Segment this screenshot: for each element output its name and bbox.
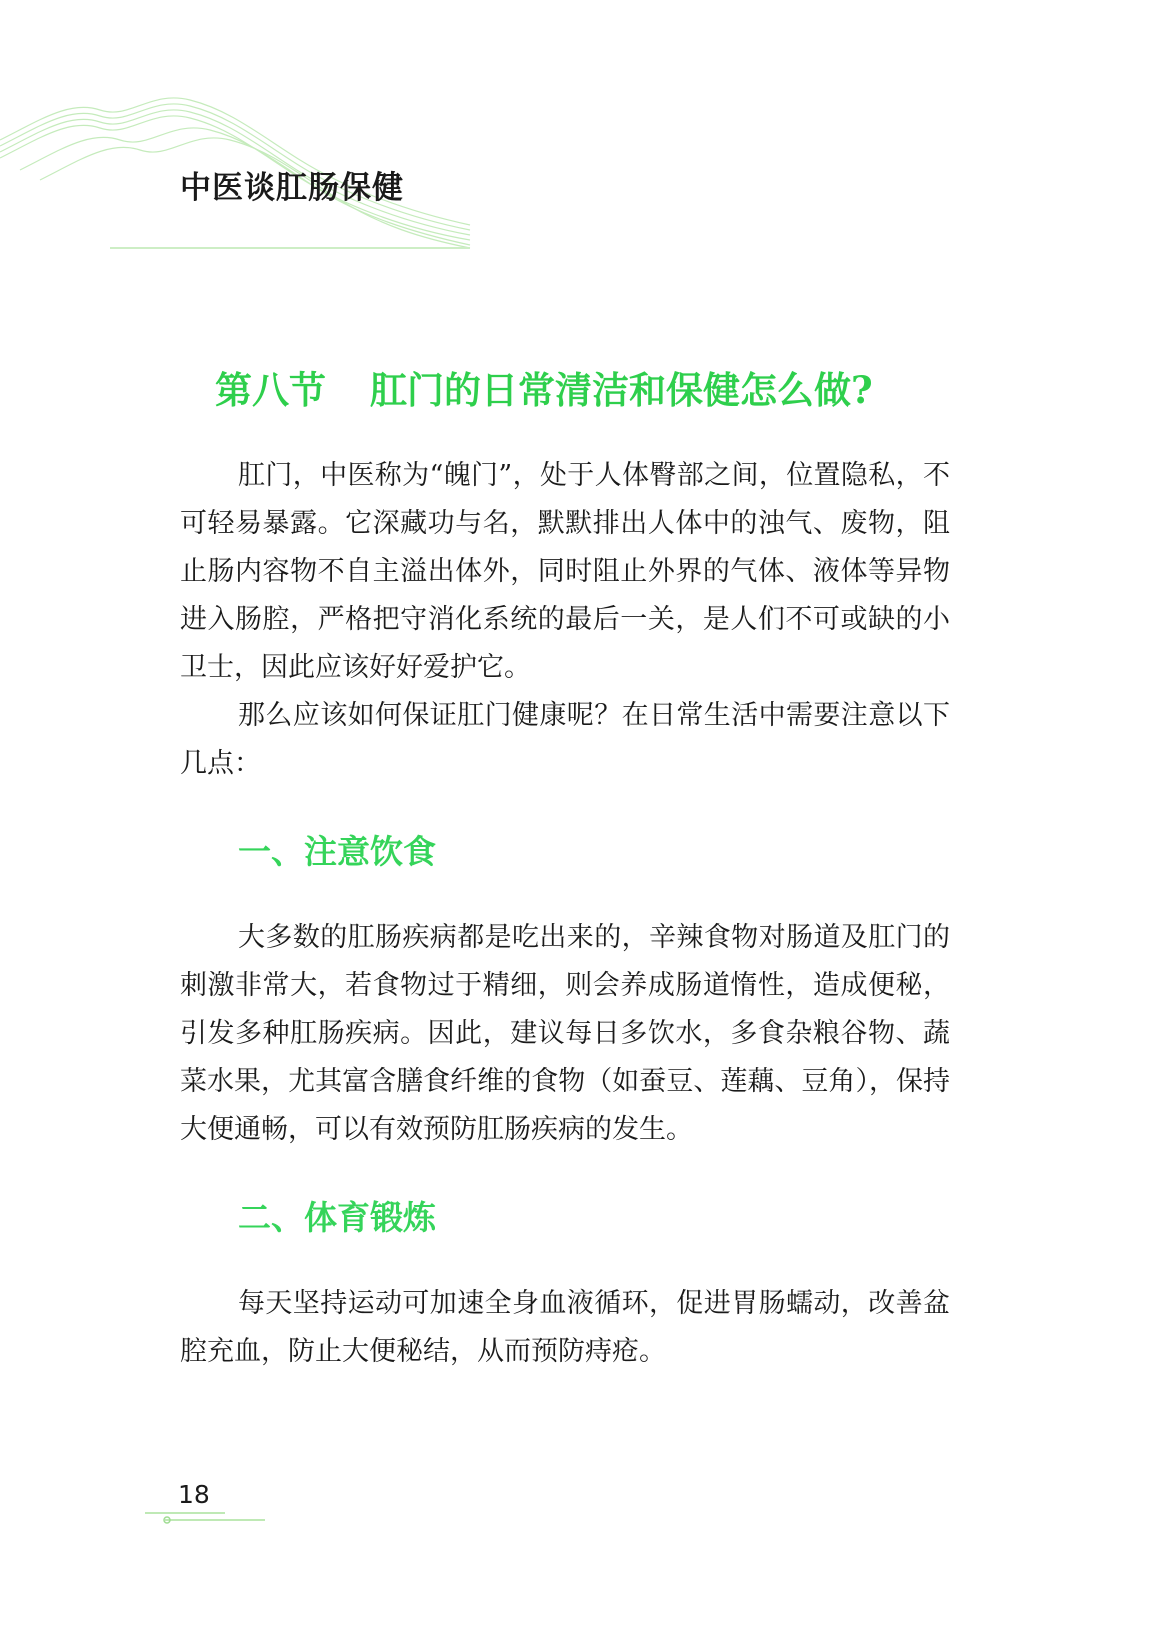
footer-line-decoration [145,1508,275,1528]
paragraph-exercise: 每天坚持运动可加速全身血液循环，促进胃肠蠕动，改善盆腔充血，防止大便秘结，从而预防痔疮。 [180,1288,950,1367]
paragraph-intro: 肛门，中医称为“魄门”，处于人体臀部之间，位置隐私，不可轻易暴露。它深藏功与名，默默排出人体中的浊气、废物，阻止肠内容物不自主溢出体外，同时阻止外界的气体、液体等异物进入肠腔，严格把守消化系统的最后一关，是人们不可或缺的小卫士，因此应该好好爱护它。 [180,460,950,683]
subhead-diet: 一、注意饮食 [238,832,436,871]
section-title-text: 肛门的日常清洁和保健怎么做? [370,368,873,412]
running-header-title: 中医谈肛肠保健 [180,170,404,206]
section-title [215,360,873,414]
paragraph-question: 那么应该如何保证肛门健康呢？在日常生活中需要注意以下几点： [180,700,950,779]
page-number: 18 [178,1480,210,1509]
paragraph-diet: 大多数的肛肠疾病都是吃出来的，辛辣食物对肠道及肛门的刺激非常大，若食物过于精细，则会养成肠道惰性，造成便秘，引发多种肛肠疾病。因此，建议每日多饮水，多食杂粮谷物、蔬菜水果，尤其富含膳食纤维的食物（如蚕豆、莲藕、豆角），保持大便通畅，可以有效预防肛肠疾病的发生。 [180,922,950,1145]
section-number: 第八节 [215,368,326,412]
subhead-exercise: 二、体育锻炼 [238,1198,436,1237]
